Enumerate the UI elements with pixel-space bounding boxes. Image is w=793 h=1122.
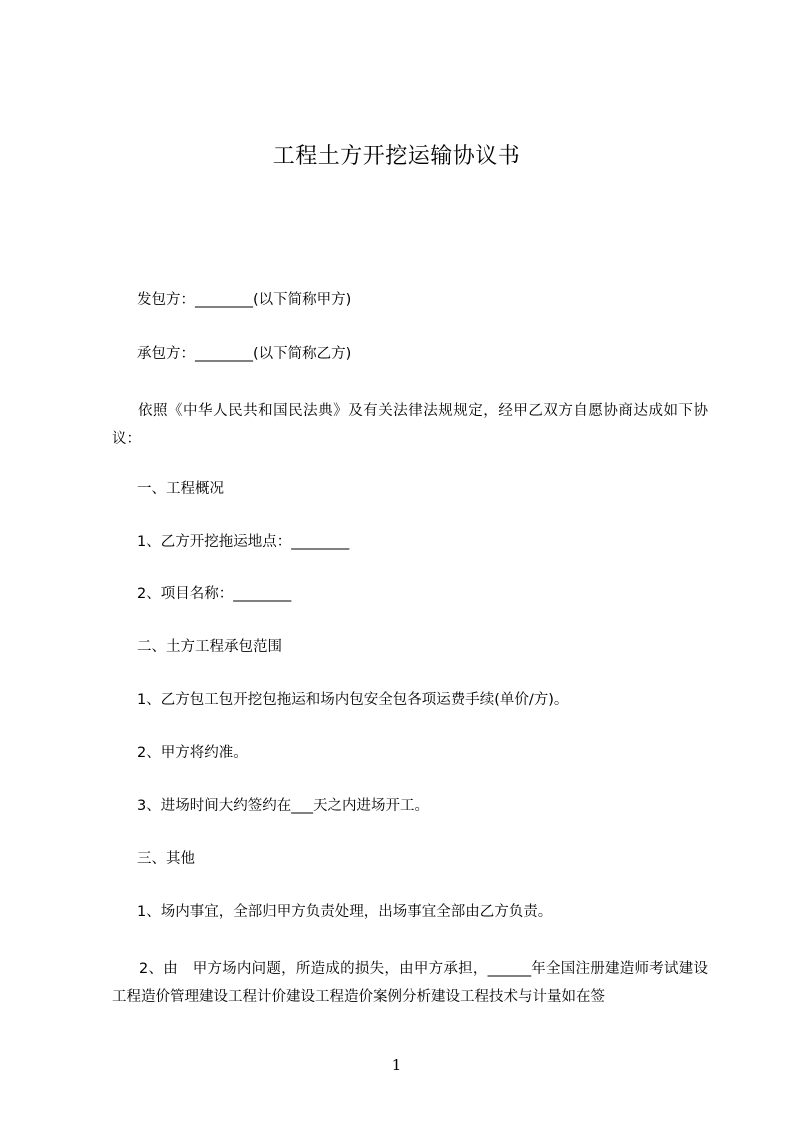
- section-heading-1: 一、工程概况: [137, 481, 224, 497]
- clause-2-1: 1、乙方包工包开挖包拖运和场内包安全包各项运费手续(单价/方)。: [137, 692, 569, 708]
- party-b-line: 承包方：________(以下简称乙方): [137, 346, 352, 362]
- clause-3-2: 2、由 甲方场内问题，所造成的损失，由甲方承担，______年全国注册建造师考试建设工程造价管理建设工程计价建设工程造价案例分析建设工程技术与计量如在签: [112, 961, 708, 1005]
- party-a-line: 发包方：________(以下简称甲方): [137, 292, 352, 308]
- intro-paragraph: 依照《中华人民共和国民法典》及有关法律法规规定，经甲乙双方自愿协商达成如下协议：: [112, 403, 708, 447]
- section-heading-2: 二、土方工程承包范围: [137, 639, 282, 655]
- clause-1-2: 2、项目名称：________: [137, 586, 292, 602]
- clause-1-1: 1、乙方开挖拖运地点：________: [137, 534, 350, 550]
- section-heading-3: 三、其他: [137, 851, 195, 867]
- document-title: 工程土方开挖运输协议书: [272, 144, 521, 169]
- page-number: 1: [391, 1056, 402, 1074]
- clause-2-3: 3、进场时间大约签约在___天之内进场开工。: [137, 798, 429, 814]
- clause-3-1: 1、场内事宜，全部归甲方负责处理，出场事宜全部由乙方负责。: [137, 904, 553, 920]
- clause-2-2: 2、甲方将约准。: [137, 745, 248, 761]
